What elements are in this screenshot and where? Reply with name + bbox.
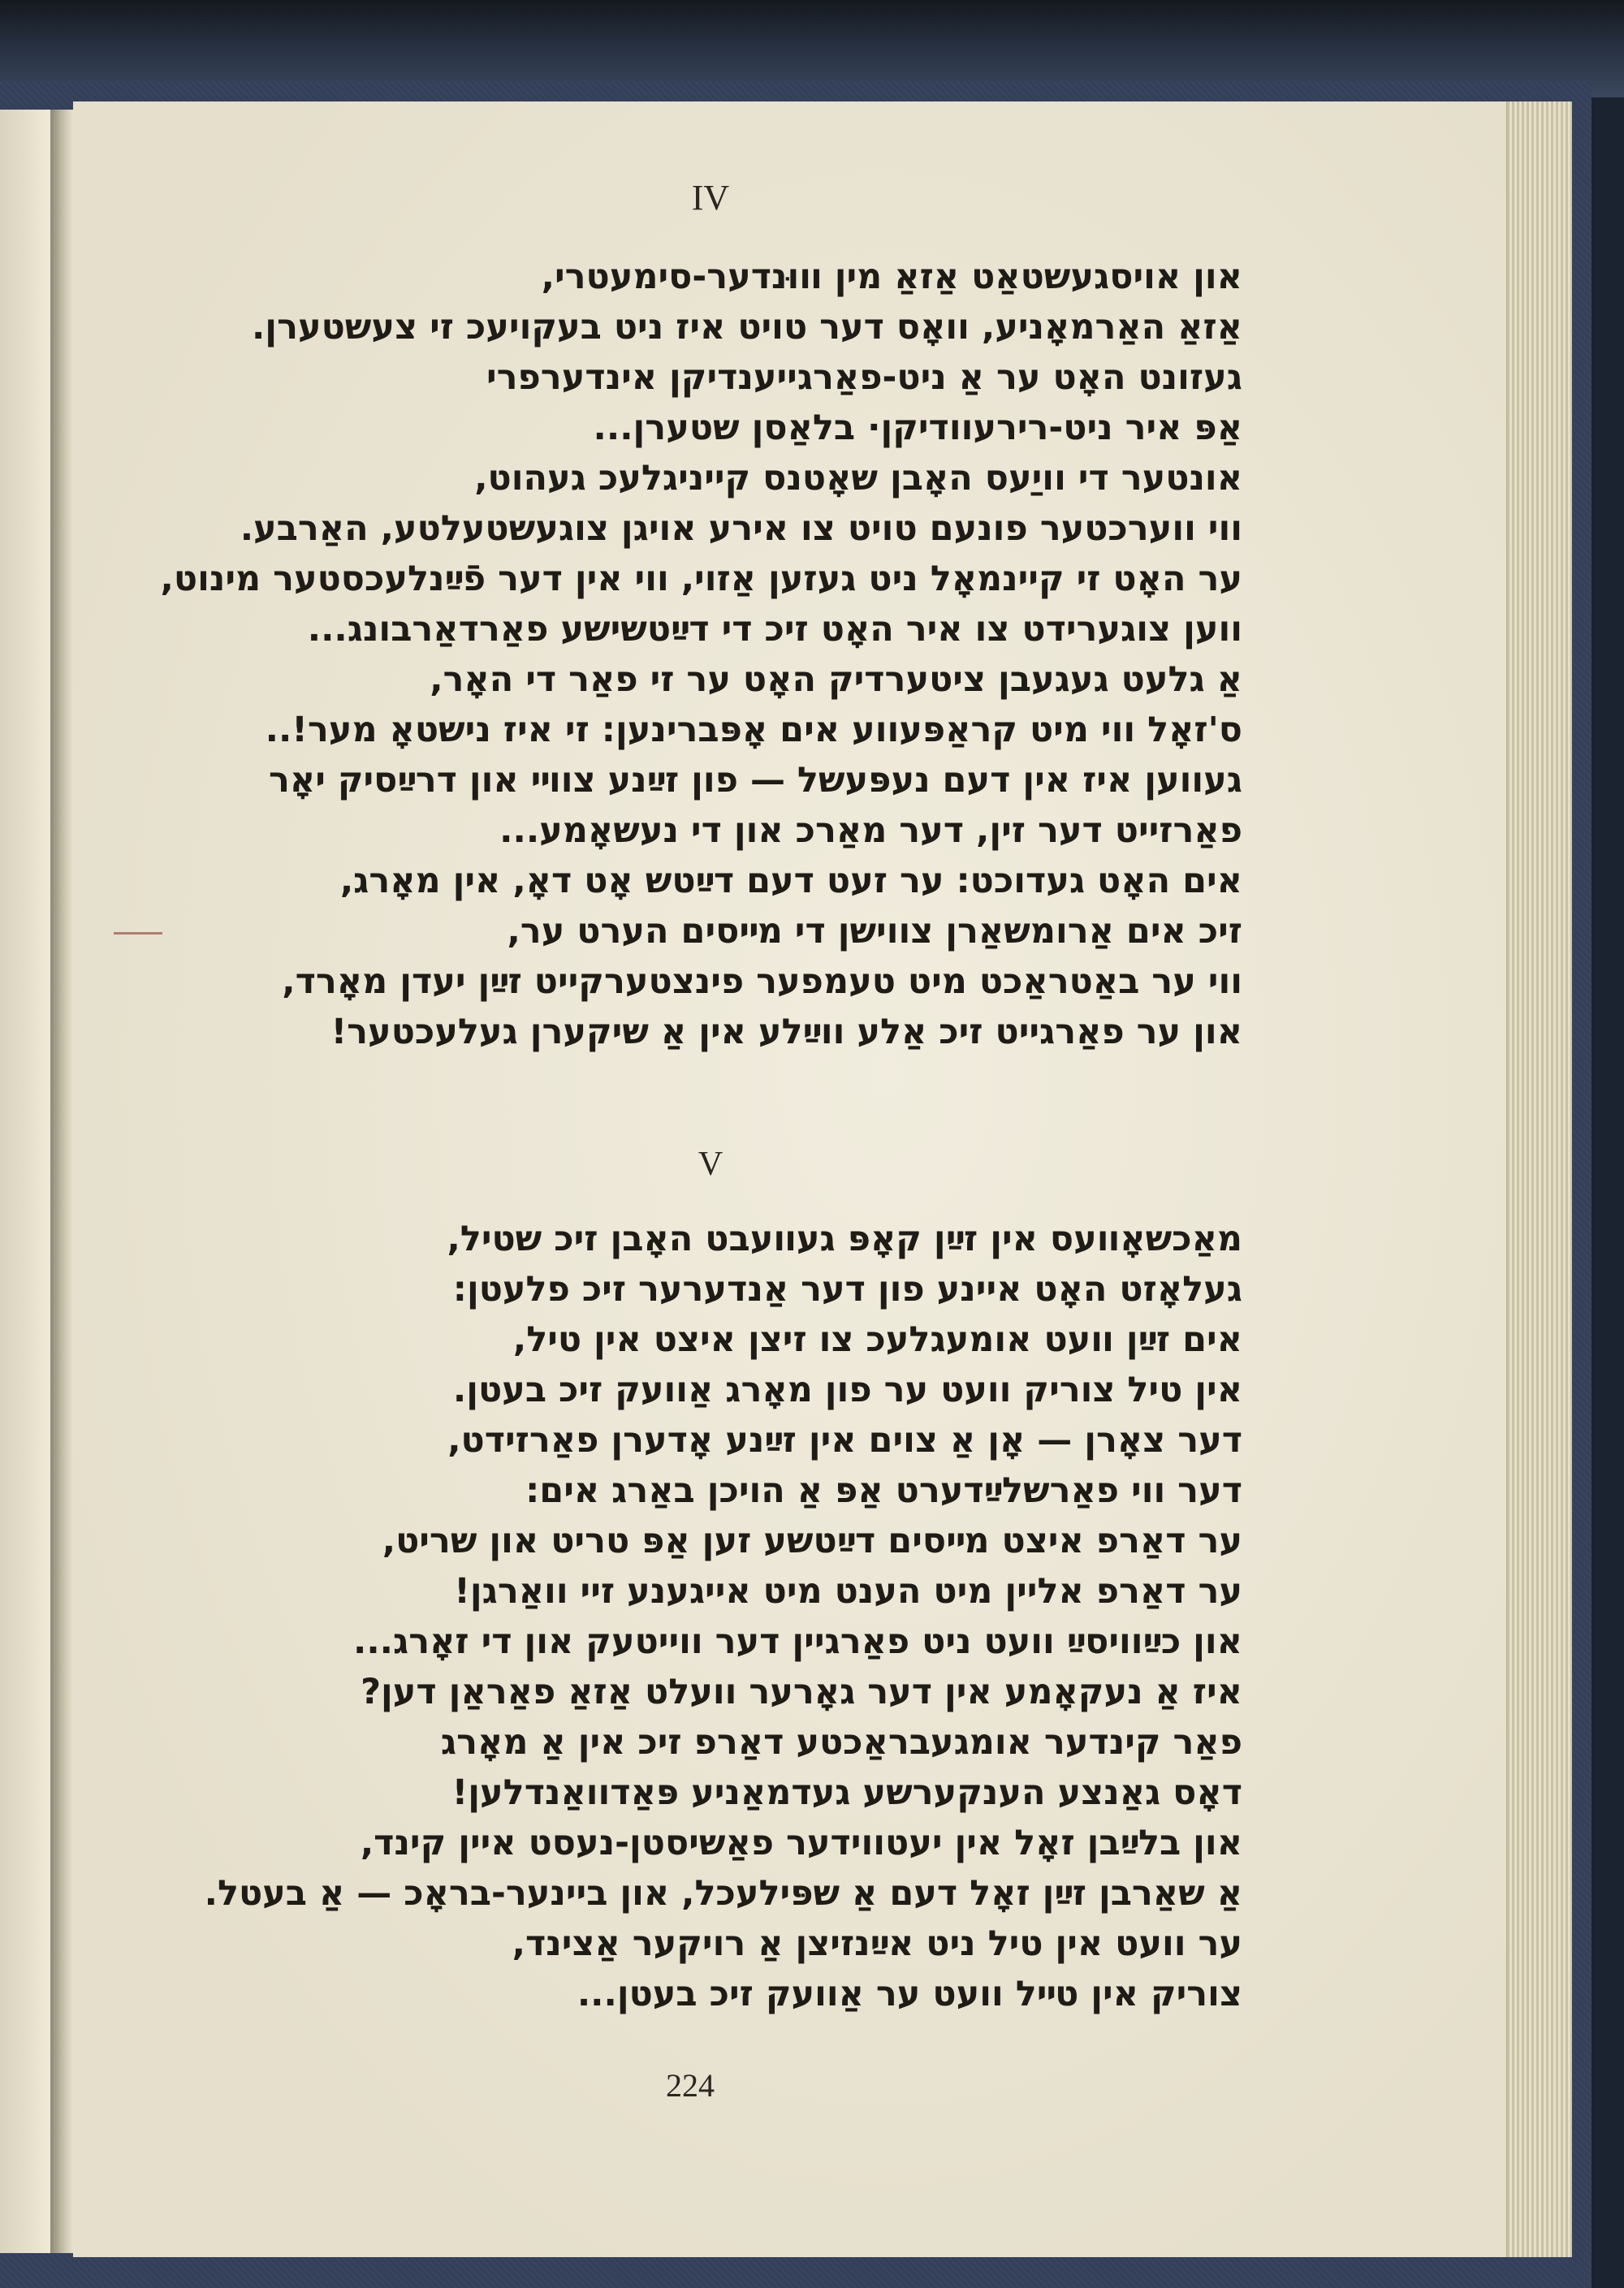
book-gutter	[50, 110, 73, 2253]
poem-line: דאָס גאַנצע הענקערשע געדמאַניע פּאַדוואַנדלען!	[451, 1772, 1242, 1813]
poem-line: אַ שאַרבן זײַן זאָל דעם אַ שפּילעכל, און ביינער-בראָכ — אַ בעטל.	[204, 1873, 1242, 1914]
left-page-edge	[0, 110, 52, 2253]
poem-line: ס'זאָל ווי מיט קראַפּעווע אים אָפּברינען: זי איז נישטאָ מער!..	[265, 710, 1242, 750]
poem-line: און בלײַבן זאָל אין יעטווידער פאַשיסטן-נעסט איין קינד,	[360, 1823, 1242, 1863]
poem-line: ער וועט אין טיל ניט אײַנזיצן אַ רויקער אַצינד,	[512, 1923, 1242, 1964]
poem-line: צוריק אין טײל וועט ער אַוועק זיכ בעטן...	[577, 1974, 1242, 2014]
poem-line: פאַרזייט דער זין, דער מאַרכ און די נעשאָמע...	[499, 810, 1242, 851]
poem-line: פאַר קינדער אומגעבראַכטע דאַרפ זיכ אין אַ מאָרג	[440, 1722, 1242, 1763]
poem-line: און אויסגעשטאַט אַזאַ מין װוּנדער-סימעטרי,	[541, 257, 1242, 297]
poem-line: דער צאָרן — אָן אַ צוים אין זײַנע אָדערן פאַרזידט,	[447, 1420, 1242, 1461]
poem-line: און ער פאַרגייט זיכ אַלע ווײַלע אין אַ שיקערן געלעכטער!	[330, 1012, 1242, 1052]
stanza-one	[122, 257, 1242, 1104]
poem-line: ווי ער באַטראַכט מיט טעמפער פינצטערקייט זײַן יעדן מאָרד,	[282, 961, 1242, 1002]
poem-line: ער האָט זי קיינמאָל ניט געזען אַזוי, ווי אין דער פֿײַנלעכסטער מינוט,	[160, 559, 1242, 599]
section-heading-v: V	[698, 1146, 723, 1183]
poem-line: איז אַ נעקאָמע אין דער גאָרער וועלט אַזאַ פאַראַן דען?	[361, 1672, 1242, 1712]
poem-line: ער דאַרפ אליין מיט הענט מיט אייגענע זיי וואַרגן!	[454, 1571, 1242, 1612]
poem-line: אונטער די וויַעס האָבן שאָטנס קייניגלעכ געהוט,	[474, 458, 1242, 499]
poem-line: אין טיל צוריק וועט ער פון מאָרג אַוועק זיכ בעטן.	[452, 1370, 1242, 1410]
poem-line: געווען איז אין דעם נעפּעשל — פון זײַנע צווײ און דרײַסיק יאָר	[269, 760, 1242, 801]
poem-line: אַ גלעט געגעבן ציטערדיק האָט ער זי פאַר די האָר,	[430, 659, 1242, 700]
poem-line: דער ווי פאַרשלײַדערט אַפּ אַ הויכן באַרג אים:	[525, 1470, 1242, 1511]
poem-line: געלאָזט האָט איינע פון דער אַנדערער זיכ פלעטן:	[452, 1269, 1242, 1310]
page-number: 224	[666, 2067, 715, 2104]
section-heading-iv: IV	[691, 178, 730, 218]
poem-line: מאַכשאָװעס אין זײַן קאָפּ געװעבט האָבן זיכ שטיל,	[447, 1219, 1242, 1259]
margin-mark	[114, 932, 162, 935]
poem-line: ער דאַרפ איצט מײסים דײַטשע זען אַפּ טריט און שריט,	[382, 1521, 1242, 1561]
poem-line: ווען צוגערידט צו איר האָט זיכ די דײַטשישע פאַרדאַרבונג...	[307, 609, 1242, 650]
poem-line: ווי ווערכטער פונעם טויט צו אירע אויגן צוגעשטעלטע, האַרבע.	[240, 508, 1242, 549]
poem-line: און כײַוויסײַ וועט ניט פאַרגיין דער ווייטעק און די זאָרג...	[353, 1621, 1242, 1662]
poem-line: אים זײַן װעט אומעגלעכ צו זיצן איצט אין טיל,	[512, 1319, 1242, 1360]
poem-line: אים האָט געדוכט: ער זעט דעם דײַטש אָט דאָ, אין מאָרג,	[339, 861, 1242, 901]
poem-line: אַזאַ האַרמאָניע, וואָס דער טויט איז ניט בעקויעכ זי צעשטערן.	[251, 307, 1242, 348]
page-fore-edge	[1506, 101, 1572, 2257]
poem-line: אַפּ איר ניט-רירעוודיקן· בלאַסן שטערן...	[593, 408, 1242, 448]
poem-line: געזונט האָט ער אַ ניט-פאַרגייענדיקן אינדערפרי	[486, 357, 1242, 398]
poem-line: זיכ אים אַרומשאַרן צווישן די מײסים הערט ער,	[507, 911, 1242, 952]
stanza-two	[122, 1219, 1242, 2066]
